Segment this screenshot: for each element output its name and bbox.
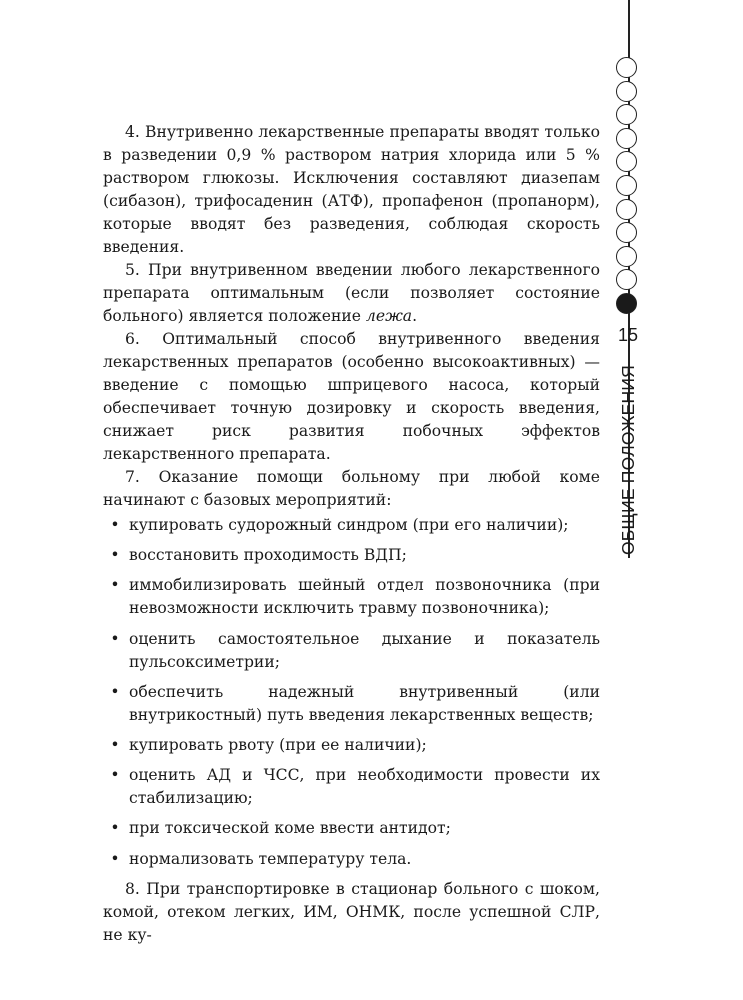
bullet-dot: • [110, 735, 120, 754]
list-item-text: при токсической коме ввести антидот; [129, 819, 451, 838]
bullet-dot: • [110, 546, 120, 565]
chapter-marker-icon [616, 199, 637, 220]
bullet-dot: • [110, 516, 120, 534]
chapter-marker-active-icon [616, 293, 637, 314]
chapter-marker-icon [616, 269, 637, 290]
list-item-text: купировать судорожный синдром (при его наличии); [129, 516, 569, 534]
page-number: 15 [617, 325, 639, 345]
list-item-text: оценить АД и ЧСС, при необходимости провести их стабилизацию; [129, 766, 600, 808]
bullet-dot: • [110, 849, 120, 868]
bullet-dot: • [110, 629, 120, 648]
paragraph-5-italic: лежа [365, 307, 413, 325]
list-item [103, 628, 600, 674]
paragraph-7: 7. Оказание помощи больному при любой коме начинают с базовых мероприятий: [103, 468, 600, 509]
paragraph-5 [103, 259, 600, 328]
bullet-list [103, 514, 600, 871]
list-item [103, 817, 600, 840]
list-item [103, 681, 600, 727]
chapter-marker-icon [616, 151, 637, 172]
list-item [103, 848, 600, 871]
paragraph-8: 8. При транспортировке в стационар больного с шоком, комой, отеком легких, ИМ, ОНМК, после успешной СЛР, не ку- [103, 879, 600, 944]
list-item-text: обеспечить надежный внутривенный (или внутрикостный) путь введения лекарственных веществ; [129, 682, 600, 724]
chapter-marker-icon [616, 222, 637, 243]
list-item-text: иммобилизировать шейный отдел позвоночника (при невозможности исключить травму позвоночника); [129, 576, 600, 618]
paragraph-4: 4. Внутривенно лекарственные препараты вводят только в разведении 0,9 % раствором натрия хлорида или 5 % раствором глюкозы. Исключения составляют диазепам (сибазон), трифосаденин (АТФ), пропафенон (пропанорм), которые вводят без разведения, соблюдая скорость введения. [103, 123, 600, 256]
list-item [103, 574, 600, 620]
chapter-marker-icon [616, 104, 637, 125]
chapter-marker-icon [616, 246, 637, 267]
chapter-marker-icon [616, 57, 637, 78]
chapter-marker-icon [616, 175, 637, 196]
paragraph-6: 6. Оптимальный способ внутривенного введения лекарственных препаратов (особенно высокоактивных) — введение с помощью шприцевого насоса, который обеспечивает точную дозировку и скорость введения, снижает риск развития побочных эффектов лекарственного препарата. [103, 330, 600, 463]
body-text [103, 121, 600, 947]
bullet-dot: • [110, 819, 120, 838]
list-item-text: нормализовать температуру тела. [129, 849, 412, 868]
bullet-dot: • [110, 766, 120, 785]
list-item [103, 544, 600, 567]
paragraph-5-end: . [412, 307, 418, 325]
list-item [103, 514, 600, 537]
paragraph-5-text: 5. При внутривенном введении любого лекарственного препарата оптимальным (если позволяет состояние больного) является положение [103, 261, 600, 325]
bullet-dot: • [110, 576, 120, 595]
list-item-text: оценить самостоятельное дыхание и показатель пульсоксиметрии; [129, 629, 600, 671]
chapter-marker-icon [616, 81, 637, 102]
list-item-text: восстановить проходимость ВДП; [129, 546, 407, 565]
list-item [103, 734, 600, 757]
list-item [103, 764, 600, 810]
chapter-marker-icon [616, 128, 637, 149]
list-item-text: купировать рвоту (при ее наличии); [129, 735, 427, 754]
section-title-text: ОБЩИЕ ПОЛОЖЕНИЯ [618, 364, 638, 556]
bullet-dot: • [110, 682, 120, 701]
